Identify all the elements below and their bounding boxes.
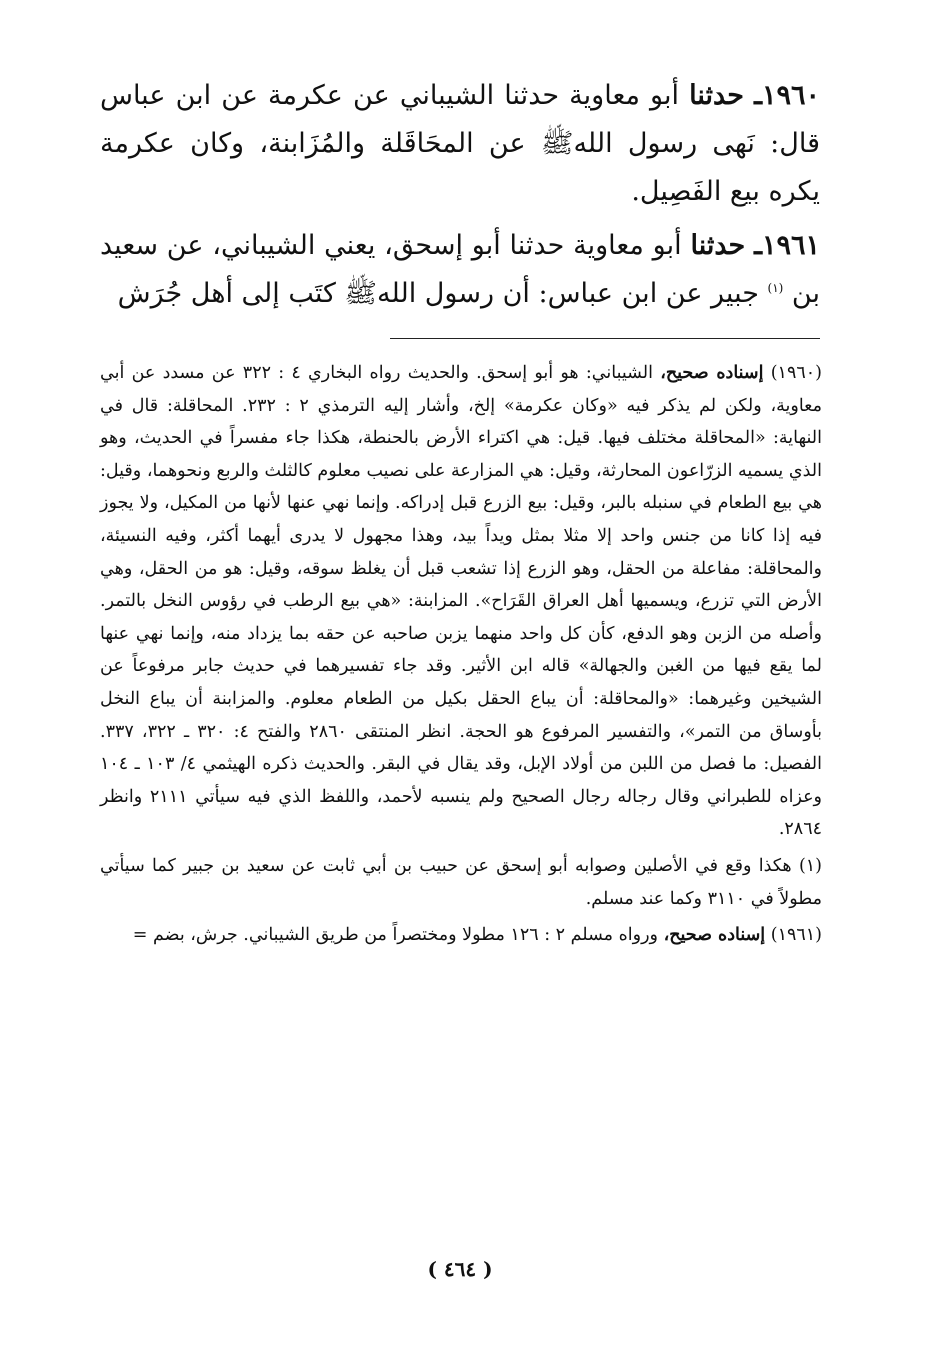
note-1960: [100, 357, 822, 846]
note-1961: [100, 919, 822, 952]
note-grading: إسناده صحيح،: [663, 925, 766, 946]
page-number: ( ٤٦٤ ): [427, 1257, 493, 1281]
footnote-mark: (١): [767, 281, 784, 295]
hadith-1961: [100, 222, 820, 318]
note-label: (١٩٦٠): [770, 363, 822, 383]
note-text: هكذا وقع في الأصلين وصوابه أبو إسحق عن حبيب بن أبي ثابت عن سعيد بن جبير كما سيأتي مطولاً في ٣١١٠ وكما عند مسلم.: [100, 855, 822, 909]
hadith-number: ١٩٦١ـ: [754, 230, 820, 261]
hadith-text: أبو معاوية حدثنا أبو إسحق، يعني الشيباني، عن سعيد بن: [100, 230, 820, 309]
hadith-text: أبو معاوية حدثنا الشيباني عن عكرمة عن ابن عباس قال: نَهى رسول اللهﷺ عن المحَاقَلة والمُزَابنة، وكان عكرمة يكره بيع الفَصِيل.: [100, 80, 820, 207]
hadith-lead: حدثنا: [690, 230, 746, 261]
note-grading: إسناده صحيح،: [660, 363, 764, 383]
note-label: (١): [798, 855, 822, 876]
footnote-separator: [390, 338, 820, 339]
hadith-1960: [100, 72, 820, 216]
note-label: (١٩٦١): [770, 925, 822, 946]
note-text: الشيباني: هو أبو إسحق. والحديث رواه البخاري ٤ : ٣٢٢ عن مسدد عن أبي معاوية، ولكن لم يذكر فيه «وكان عكرمة» إلخ، وأشار إليه الترمذي ٢ : ٢٣٢. المحاقلة: قال في النهاية: «المحاقلة مختلف فيها. قيل: هي اكتراء الأرض بالحنطة، هكذا جاء مفسراً في الحديث، وهو الذي يسميه الزرّاعون المحارثة، وقيل: هي المزارعة على نصيب معلوم كالثلث والربع ونحوهما، وقيل: هي بيع الطعام في سنبله بالبر، وقيل: بيع الزرع قبل إدراكه. وإنما نهي عنها لأنها من المكيل، ولا يجوز فيه إذا كانا من جنس واحد إلا مثلا بمثل ويداً بيد، وهذا مجهول لا يدرى أيهما أكثر، وفيه النسيئة، والمحاقلة: مفاعلة من الحقل، وهو الزرع إذا تشعب قبل أن يغلظ سوقه، وقيل: هو من الحقل، وهي الأرض التي تزرع، ويسميها أهل العراق القَرَاح». المزابنة: «هي بيع الرطب في رؤوس النخل بالتمر. وأصله من الزبن وهو الدفع، كأن كل واحد منهما يزبن صاحبه عن حقه بما يزداد منه، وإنما نهي عنها لما يقع فيها من الغبن والجهالة» قاله ابن الأثير. وقد جاء تفسيرهما في حديث جابر مرفوعاً عن الشيخين وغيرهما: «والمحاقلة: أن يباع الحقل بكيل من الطعام معلوم. والمزابنة أن يباع النخل بأوساق من التمر»، والتفسير المرفوع هو الحجة. انظر المنتقى ٢٨٦٠ والفتح ٤: ٣٢٠ ـ ٣٢٢، ٣٣٧. الفصيل: ما فصل من اللبن من أولاد الإبل، وقد يقال في البقر. والحديث ذكره الهيثمي ٤/ ١٠٣ ـ ١٠٤ وعزاه للطبراني وقال رجاله رجال الصحيح ولم ينسبه لأحمد، واللفظ الذي فيه سيأتي ٢١١١ وانظر ٢٨٦٤.: [100, 363, 823, 840]
footnotes: [100, 357, 822, 956]
main-text: [100, 72, 820, 324]
hadith-text-continued: جبير عن ابن عباس: أن رسول اللهﷺ كتَب إلى أهل جُرَش: [117, 278, 759, 309]
hadith-lead: حدثنا: [689, 80, 744, 111]
note-text: ورواه مسلم ٢ : ١٢٦ مطولا ومختصراً من طريق الشيباني. جرش، بضم =: [132, 925, 658, 946]
hadith-number: ١٩٦٠ـ: [754, 80, 821, 111]
note-footnote-1: [100, 850, 822, 915]
